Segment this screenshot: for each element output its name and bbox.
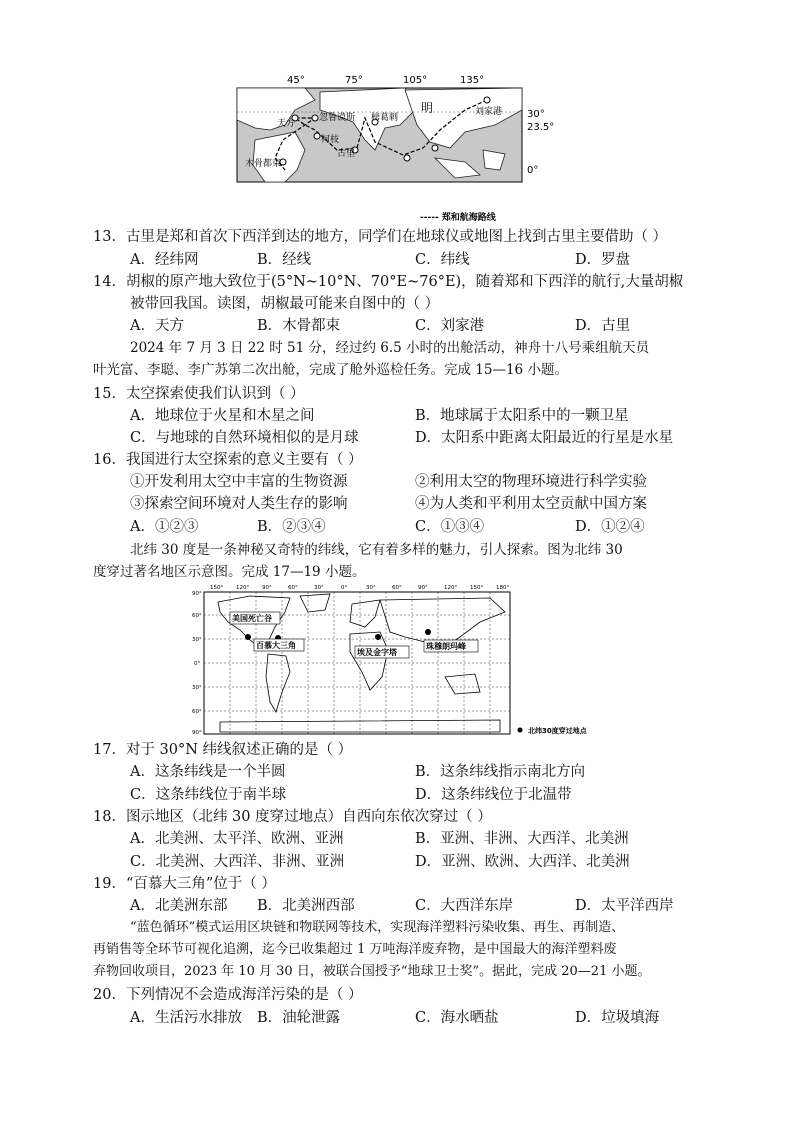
q16-option-d: D．①②④ — [575, 519, 645, 535]
q17-option-a: A．这条纬线是一个半圆 — [130, 764, 286, 780]
q16-option-c: C．①③④ — [415, 519, 485, 535]
passage2-line1: 北纬 30 度是一条神秘又奇特的纬线，它有着多样的魅力，引人探索。图为北纬 30 — [130, 542, 623, 558]
q17-stem: 17．对于 30°N 纬线叙述正确的是（ ） — [93, 742, 353, 758]
q14-option-b: B．木骨都束 — [257, 318, 341, 334]
passage1-line1: 2024 年 7 月 3 日 22 时 51 分，经过约 6.5 小时的出舱活动，神舟十八号乘组航天员 — [130, 340, 650, 356]
q14-option-c: C．刘家港 — [415, 318, 485, 334]
q14-option-a: A．天方 — [130, 318, 184, 334]
passage3-line3: 弃物回收项目，2023 年 10 月 30 日，被联合国授予“地球卫士奖”。据此，完成 20—21 小题。 — [93, 964, 651, 979]
q19-option-b: B．北美洲西部 — [257, 898, 355, 914]
q16-item-3: ③探索空间环境对人类生存的影响 — [130, 496, 348, 512]
q15-option-c: C．与地球的自然环境相似的是月球 — [130, 430, 359, 446]
q13-option-c: C．纬线 — [415, 252, 470, 268]
q18-stem: 18．图示地区（北纬 30 度穿过地点）自西向东依次穿过（ ） — [93, 809, 492, 825]
map2-lat-label: 60° — [192, 709, 202, 715]
map1-lon-45: 45° — [287, 75, 305, 86]
map2-top-lon-labels — [210, 585, 509, 591]
map1-lon-labels — [287, 75, 484, 86]
q16-item-1: ①开发利用太空中丰富的生物资源 — [130, 474, 348, 490]
map2-lat-labels — [192, 591, 202, 736]
passage2-line2: 度穿过著名地区示意图。完成 17—19 小题。 — [93, 564, 366, 580]
q16-item-4: ④为人类和平利用太空贡献中国方案 — [415, 496, 647, 512]
q16-option-b: B．②③④ — [257, 519, 326, 535]
map2-lon-label: 30° — [366, 585, 376, 591]
q15-option-d: D．太阳系中距离太阳最近的行星是水星 — [415, 430, 674, 446]
q19-option-a: A．北美洲东部 — [130, 898, 228, 914]
map2-lon-label: 90° — [262, 585, 272, 591]
q19-option-c: C．大西洋东岸 — [415, 898, 514, 914]
map2-lat-label: 60° — [192, 613, 202, 619]
q13-stem: 13．古里是郑和首次下西洋到达的地方，同学们在地球仪或地图上找到古里主要借助（ ） — [93, 229, 668, 245]
label-everest: 珠穆朗玛峰 — [426, 642, 466, 651]
q15-option-a: A．地球位于火星和木星之间 — [130, 408, 315, 424]
q13-option-a: A．经纬网 — [130, 252, 199, 268]
q13-option-b: B．经线 — [257, 252, 312, 268]
q19-option-d: D．太平洋西岸 — [575, 898, 674, 914]
map2-lat-label: 30° — [192, 637, 202, 643]
label-death-valley: 美国死亡谷 — [232, 614, 272, 623]
place-kezhi: 柯枝 — [321, 135, 340, 145]
q16-item-2: ②利用太空的物理环境进行科学实验 — [415, 474, 647, 490]
q15-stem: 15．太空探索使我们认识到（ ） — [93, 386, 305, 402]
q17-option-b: B．这条纬线指示南北方向 — [415, 764, 586, 780]
label-pyramids: 埃及金字塔 — [357, 648, 397, 657]
q20-option-c: C．海水晒盐 — [415, 1010, 499, 1026]
place-hulumosi: 忽鲁谟斯 — [319, 113, 356, 123]
map2-lat-label: 90° — [192, 591, 202, 597]
map2-lat-label: 30° — [192, 685, 202, 691]
label-bermuda: 百慕大三角 — [256, 641, 296, 650]
marker-pyramids — [375, 634, 381, 640]
map1-lat-23: 23.5° — [527, 122, 555, 133]
map1-lat-labels — [527, 109, 554, 176]
q20-option-d: D．垃圾填海 — [575, 1010, 660, 1026]
passage3-line2: 再销售等全环节可视化追溯，迄今已收集超过 1 万吨海洋废弃物，是中国最大的海洋塑料废 — [93, 942, 617, 957]
map2-lat-label: 90° — [192, 730, 202, 736]
q20-option-b: B．油轮泄露 — [257, 1010, 341, 1026]
q18-option-c: C．北美洲、大西洋、非洲、亚洲 — [130, 854, 345, 870]
place-tianfang: 天方 — [277, 119, 296, 129]
q17-option-c: C．这条纬线位于南半球 — [130, 787, 287, 803]
map2-lon-label: 150° — [470, 585, 484, 591]
q18-option-b: B．亚洲、非洲、大西洋、北美洲 — [415, 831, 629, 847]
q20-option-a: A．生活污水排放 — [130, 1010, 242, 1026]
map1-lon-105: 105° — [403, 75, 428, 86]
q16-option-a: A．①②③ — [130, 519, 199, 535]
map2-legend: 北纬30度穿过地点 — [528, 727, 587, 735]
q19-stem: 19．“百慕大三角”位于（ ） — [93, 876, 276, 892]
q15-option-b: B．地球属于太阳系中的一颗卫星 — [415, 408, 629, 424]
q18-option-d: D．亚洲、欧洲、大西洋、北美洲 — [415, 854, 630, 870]
zhenghe-route-map — [225, 70, 565, 230]
lat30-world-map — [190, 582, 610, 740]
map2-lon-label: 30° — [314, 585, 324, 591]
map2-lon-label: 150° — [210, 585, 224, 591]
q17-option-d: D．这条纬线位于北温带 — [415, 787, 572, 803]
map2-lon-label: 120° — [444, 585, 458, 591]
q14-option-d: D．古里 — [575, 318, 631, 334]
place-liujiagang: 刘家港 — [475, 107, 503, 117]
q18-option-a: A．北美洲、太平洋、欧洲、亚洲 — [130, 831, 344, 847]
passage1-line2: 叶光富、李聪、李广苏第二次出舱，完成了舱外巡检任务。完成 15—16 小题。 — [93, 362, 568, 378]
map2-lon-label: 60° — [288, 585, 298, 591]
map2-lon-label: 60° — [392, 585, 402, 591]
map1-legend: ----- 郑和航海路线 — [420, 213, 496, 223]
q13-option-d: D．罗盘 — [575, 252, 631, 268]
map1-lat-30: 30° — [527, 109, 545, 120]
map2-lon-label: 120° — [236, 585, 250, 591]
marker-everest — [425, 629, 431, 635]
map2-lon-label: 0° — [341, 585, 348, 591]
map1-lon-75: 75° — [345, 75, 363, 86]
map1-lat-0: 0° — [527, 165, 539, 176]
q14-stem-line2: 被带回我国。读图，胡椒最可能来自图中的（ ） — [130, 296, 440, 312]
map2-legend-marker — [518, 728, 523, 733]
map2-lon-label: 90° — [418, 585, 428, 591]
map1-country-ming: 明 — [421, 101, 434, 115]
marker-death-valley — [245, 634, 251, 640]
map1-lon-135: 135° — [460, 75, 485, 86]
place-banggela: 榜葛剌 — [371, 113, 399, 123]
place-mugudushu: 木骨都束 — [245, 159, 282, 169]
q20-stem: 20．下列情况不会造成海洋污染的是（ ） — [93, 987, 363, 1003]
q14-stem-line1: 14．胡椒的原产地大致位于(5°N~10°N、70°E~76°E)，随着郑和下西洋的航行,大量胡椒 — [93, 274, 684, 290]
map2-lon-label: 180° — [496, 585, 510, 591]
q16-stem: 16．我国进行太空探索的意义主要有（ ） — [93, 452, 363, 468]
map2-lat-label: 0° — [194, 661, 201, 667]
passage3-line1: “蓝色循环”模式运用区块链和物联网等技术，实现海洋塑料污染收集、再生、再制造、 — [130, 920, 625, 935]
place-guli: 古里 — [337, 149, 356, 159]
